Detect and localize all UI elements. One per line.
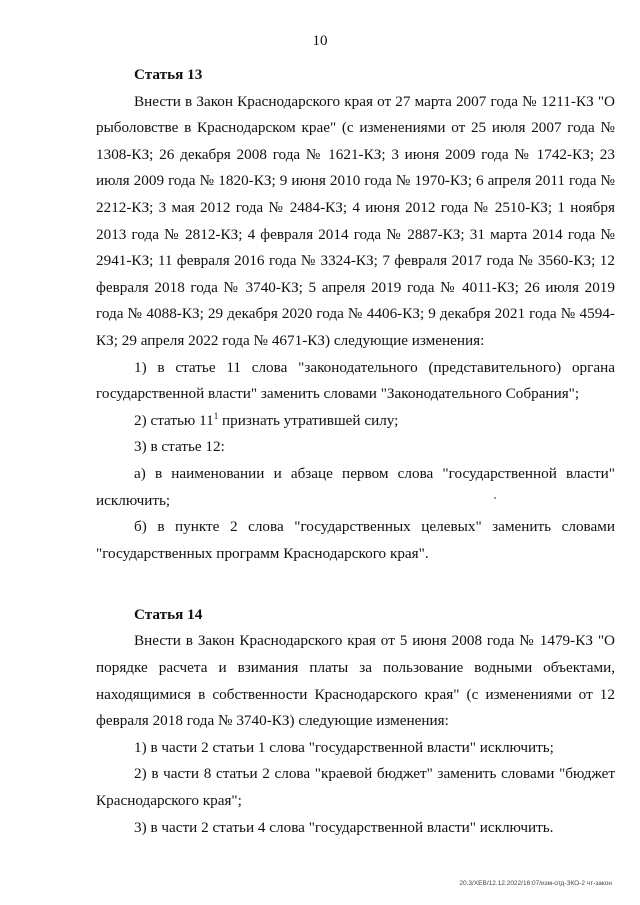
- article-13-item-2-tail: признать утратившей силу;: [218, 411, 399, 429]
- article-14-item-1: 1) в части 2 статьи 1 слова "государственной власти" исключить;: [134, 738, 554, 756]
- article-13-item-3: 3) в статье 12:: [134, 438, 225, 456]
- article-14-heading: Статья 14: [134, 605, 203, 623]
- article-13-intro: Внести в Закон Краснодарского края от 27 марта 2007 года № 1211-КЗ "О рыболовстве в Краснодарском крае" (с изменениями от 25 июля 2007 года № 1308-КЗ; 26 декабря 2008 года № 1621-КЗ; 3 июня 2009 года № 1742-КЗ; 23 июля 2009 года № 1820-КЗ; 9 июня 2010 года № 1970-КЗ; 6 апреля 2011 года № 2212-КЗ; 3 мая 2012 года № 2484-КЗ; 4 июня 2012 года № 2510-КЗ; 1 ноября 2013 года № 2812-КЗ; 4 февраля 2014 года № 2887-КЗ; 31 марта 2014 года № 2941-КЗ; 11 февраля 2016 года № 3324-КЗ; 7 февраля 2017 года № 3560-КЗ; 12 февраля 2018 года № 3740-КЗ; 5 апреля 2019 года № 4011-КЗ; 26 июля 2019 года № 4088-КЗ; 29 декабря 2020 года № 4406-КЗ; 9 декабря 2021 года № 4594-КЗ; 29 апреля 2022 года № 4671-КЗ) следующие изменения:: [96, 92, 615, 349]
- article-13-item-2: [96, 408, 615, 435]
- article-13-item-3b: б) в пункте 2 слова "государственных целевых" заменить словами "государственных программ Краснодарского края".: [96, 518, 615, 562]
- article-14-item-2: 2) в части 8 статьи 2 слова "краевой бюджет" заменить словами "бюджет Краснодарского края";: [96, 765, 615, 810]
- article-13-item-2-superscript: 1: [213, 410, 219, 421]
- page-number: 10: [312, 33, 328, 49]
- article-14-item-3: 3) в части 2 статьи 4 слова "государственной власти" исключить.: [134, 818, 554, 836]
- footer-document-code: 20.3/ХЕВ/12.12.2022/16:07/изм-отд-ЗКО-2 чт-закон: [459, 880, 612, 887]
- spacer: [96, 594, 615, 602]
- article-13-item-1: 1) в статье 11 слова "законодательного (представительного) органа государственной власти" заменить словами "Законодательного Собрания";: [96, 358, 615, 403]
- article-13-item-2-text: 2) статью 11: [134, 411, 214, 429]
- article-14-intro: Внести в Закон Краснодарского края от 5 июня 2008 года № 1479-КЗ "О порядке расчета и взимания платы за пользование водными объектами, находящимися в собственности Краснодарского края" (с изменениями от 12 февраля 2018 года № 3740-КЗ) следующие изменения:: [96, 632, 615, 730]
- article-13-item-3a: а) в наименовании и абзаце первом слова "государственной власти" исключить;: [96, 464, 615, 509]
- document-body: [96, 62, 615, 841]
- scan-speck: [494, 497, 496, 499]
- spacer: [96, 567, 615, 594]
- article-13-heading: Статья 13: [134, 66, 203, 83]
